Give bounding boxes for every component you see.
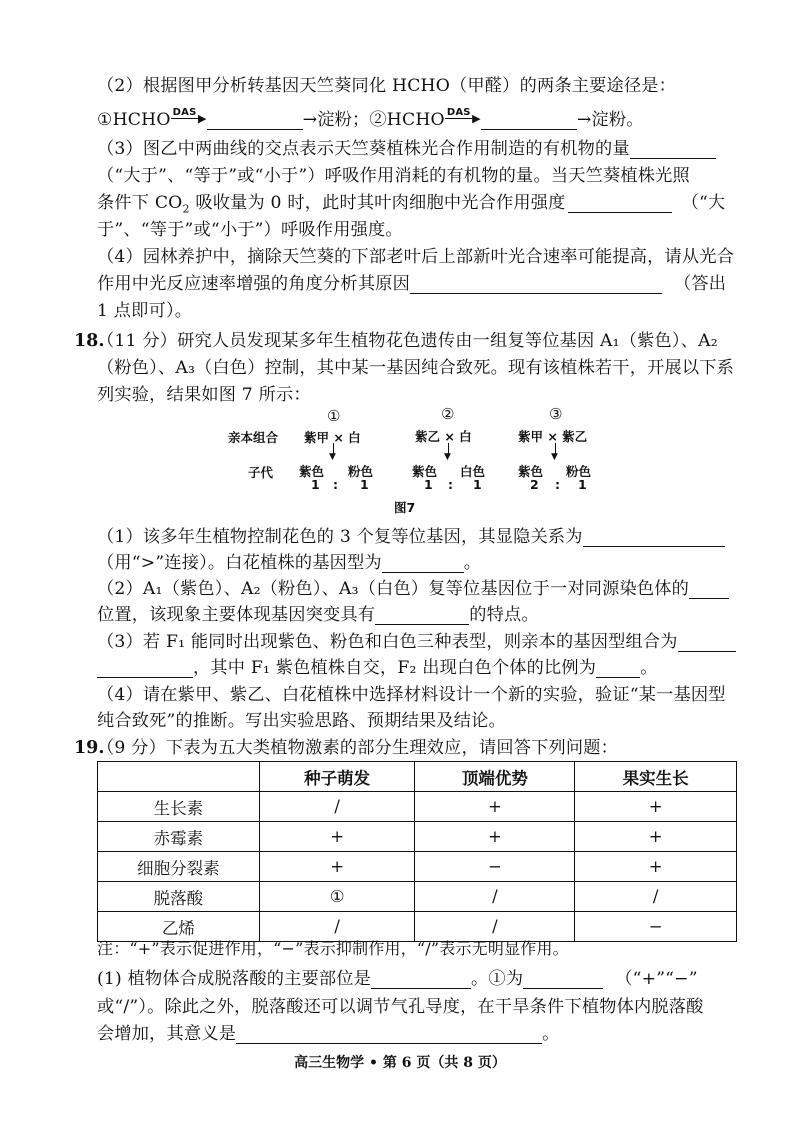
answer-blank[interactable] — [382, 552, 464, 573]
answer-blank[interactable] — [481, 109, 577, 130]
answer-blank[interactable] — [97, 657, 193, 678]
down-arrow-icon: ▼ — [551, 452, 558, 462]
path2-start: ②HCHO — [369, 110, 445, 130]
q18-s1-line1: （1）该多年生植物控制花色的 3 个复等位基因，其显隐关系为 — [97, 523, 725, 551]
q19-table-note: 注：“+”表示促进作用，“−”表示抑制作用，“/”表示无明显作用。 — [97, 939, 569, 958]
answer-blank[interactable] — [523, 968, 603, 989]
cross-1-right: 粉色 — [348, 464, 374, 479]
cross-3-left: 紫色 — [518, 464, 544, 479]
answer-blank[interactable] — [371, 968, 471, 989]
q18-s3-line2: ，其中 F₁ 紫色植株自交，F₂ 出现白色个体的比例为 。 — [97, 654, 658, 682]
table-header-cell: 种子萌发 — [259, 762, 415, 792]
offspring-label: 子代 — [248, 465, 274, 480]
q17-p2-pathways — [97, 106, 644, 134]
table-cell: / — [415, 912, 575, 942]
q19-s1-line1: (1) 植物体合成脱落酸的主要部位是 。①为 （“+”“−” — [97, 969, 698, 989]
table-header-row — [98, 762, 737, 792]
path2-end: →淀粉。 — [576, 110, 644, 130]
cross-2-sep: : — [448, 477, 453, 492]
q17-p3-line1: （3）图乙中两曲线的交点表示天竺葵植株光合作用制造的有机物的量 — [97, 135, 716, 163]
cross-1-left-ratio: 1 — [311, 477, 320, 492]
answer-blank[interactable] — [678, 631, 736, 652]
parent-combo-label: 亲本组合 — [228, 430, 279, 445]
down-arrow-icon: ▼ — [444, 452, 451, 462]
cross-2-right-ratio: 1 — [473, 477, 482, 492]
answer-blank[interactable] — [583, 526, 725, 547]
q18-intro1: （11 分）研究人员发现某多年生植物花色遗传由一组复等位基因 A₁（紫色）、A₂ — [97, 331, 718, 351]
q17-p4-line1: （4）园林养护中，摘除天竺葵的下部老叶后上部新叶光合速率可能提高，请从光合 — [97, 247, 735, 267]
table-cell: / — [259, 912, 415, 942]
table-cell: / — [575, 882, 737, 912]
answer-blank[interactable] — [689, 578, 729, 599]
table-row — [98, 792, 737, 822]
table-cell: + — [575, 822, 737, 852]
q17-p2-line1: （2）根据图甲分析转基因天竺葵同化 HCHO（甲醛）的两条主要途径是： — [97, 76, 677, 96]
down-arrow-icon: ▼ — [329, 452, 336, 462]
figure-caption: 图7 — [394, 500, 416, 515]
answer-blank[interactable] — [410, 273, 662, 294]
cross-1-parents: 紫甲 × 白 — [304, 430, 361, 445]
q18-number: 18. — [74, 331, 105, 351]
cross-1-right-ratio: 1 — [360, 477, 369, 492]
das-arrow-icon: DAS ▶ — [446, 107, 481, 125]
q17-p4-line3: 1 点即可）。 — [97, 301, 193, 321]
answer-blank[interactable] — [630, 138, 716, 159]
cross-2-right: 白色 — [460, 464, 486, 479]
cross-2-left: 紫色 — [412, 464, 438, 479]
table-cell: + — [259, 822, 415, 852]
table-cell: + — [415, 822, 575, 852]
das-arrow-icon: DAS ▶ — [172, 107, 207, 125]
table-header-cell — [98, 762, 260, 792]
table-cell: / — [415, 882, 575, 912]
table-cell: + — [575, 852, 737, 882]
path1-start: ①HCHO — [97, 110, 171, 130]
table-cell: + — [575, 792, 737, 822]
answer-blank[interactable] — [596, 657, 640, 678]
answer-blank[interactable] — [236, 1023, 542, 1044]
q18-s1-line2: （用“>”连接）。白花植株的基因型为 。 — [97, 553, 482, 573]
hormone-name: 赤霉素 — [98, 822, 260, 852]
table-cell: − — [415, 852, 575, 882]
answer-blank[interactable] — [375, 604, 469, 625]
cross-3-left-ratio: 2 — [530, 477, 539, 492]
table-header-cell: 果实生长 — [575, 762, 737, 792]
table-header-cell: 顶端优势 — [415, 762, 575, 792]
cross-1-sep: : — [333, 477, 338, 492]
table-cell: + — [415, 792, 575, 822]
q17-p4-line2: 作用中光反应速率增强的角度分析其原因 （答出 — [97, 274, 727, 294]
answer-blank[interactable] — [568, 192, 672, 213]
table-row — [98, 852, 737, 882]
table-row — [98, 822, 737, 852]
page-footer: 高三生物学 • 第 6 页（共 8 页） — [294, 1055, 506, 1071]
q18-intro3: 列实验，结果如图 7 所示： — [97, 385, 311, 405]
hormone-name: 生长素 — [98, 792, 260, 822]
cross-3-parents: 紫甲 × 紫乙 — [518, 429, 588, 444]
table-cell: + — [259, 852, 415, 882]
cross-1-id: ① — [327, 407, 341, 425]
q19-number: 19. — [74, 738, 105, 758]
cross-2-parents: 紫乙 × 白 — [415, 429, 472, 444]
q19-intro: （9 分）下表为五大类植物激素的部分生理效应，请回答下列问题： — [97, 738, 619, 758]
q19-s1-line2: 或“/”）。除此之外，脱落酸还可以调节气孔导度，在干旱条件下植物体内脱落酸 — [97, 997, 704, 1017]
q18-s4-line2: 纯合致死”的推断。写出实验思路、预期结果及结论。 — [97, 711, 506, 731]
q19-s1-line3: 会增加，其意义是 。 — [97, 1024, 560, 1044]
answer-blank[interactable] — [207, 109, 303, 130]
cross-2-id: ② — [441, 405, 455, 423]
cross-2-left-ratio: 1 — [424, 477, 433, 492]
table-cell: / — [259, 792, 415, 822]
q18-s4-line1: （4）请在紫甲、紫乙、白花植株中选择材料设计一个新的实验，验证“某一基因型 — [97, 685, 726, 705]
cross-3-id: ③ — [549, 405, 563, 423]
cross-1-left: 紫色 — [299, 464, 325, 479]
hormone-effects-table — [97, 761, 737, 942]
q18-s2-line2: 位置，该现象主要体现基因突变具有 的特点。 — [97, 605, 539, 625]
q18-s2-line1: （2）A₁（紫色）、A₂（粉色）、A₃（白色）复等位基因位于一对同源染色体的 — [97, 575, 729, 603]
hormone-name: 乙烯 — [98, 912, 260, 942]
path1-end: →淀粉； — [302, 110, 370, 130]
hormone-name: 细胞分裂素 — [98, 852, 260, 882]
hormone-name: 脱落酸 — [98, 882, 260, 912]
table-row — [98, 882, 737, 912]
q17-p3-line2: （“大于”、“等于”或“小于”）呼吸作用消耗的有机物的量。当天竺葵植株光照 — [97, 166, 690, 186]
cross-3-right: 粉色 — [566, 464, 592, 479]
q17-p3-line4: 于”、“等于”或“小于”）呼吸作用强度。 — [97, 220, 403, 240]
table-cell: − — [575, 912, 737, 942]
cross-3-sep: : — [555, 477, 560, 492]
q17-p3-line3: 条件下 $CO_2$ 吸收量为 0 时，此时其叶肉细胞中光合作用强度 （“大 — [97, 193, 726, 216]
q18-s3-line1: （3）若 F₁ 能同时出现紫色、粉色和白色三种表型，则亲本的基因型组合为 — [97, 628, 736, 656]
cross-3-right-ratio: 1 — [578, 477, 587, 492]
q18-intro2: （粉色）、A₃（白色）控制，其中某一基因纯合致死。现有该植株若干，开展以下系 — [97, 358, 735, 378]
table-cell: ① — [259, 882, 415, 912]
